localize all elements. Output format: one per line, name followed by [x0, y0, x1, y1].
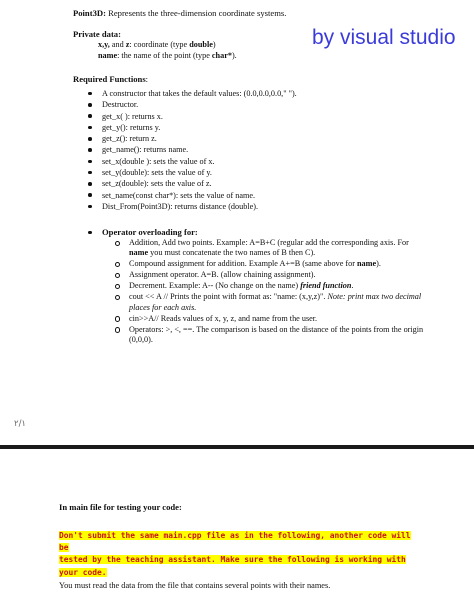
main-file-heading: In main file for testing your code: — [59, 502, 182, 512]
compound-text-end: ). — [376, 259, 381, 269]
cout-note: Note: print max two decimal places for each axis. — [129, 292, 422, 312]
list-item: A constructor that takes the default values: (0.0,0.0,0.0," "). — [86, 88, 297, 99]
operator-item-compound — [114, 259, 426, 269]
addition-name-bold: name — [129, 248, 149, 258]
operator-overloading-list — [114, 238, 426, 346]
field-coordinate-end: ) — [212, 40, 216, 49]
operator-overloading-heading: Operator overloading for: — [86, 227, 198, 237]
decrement-text: Decrement. Example: A-- (No change on the name) — [129, 281, 301, 291]
private-field-coordinates — [98, 40, 216, 49]
class-name: Point3D: — [73, 8, 106, 18]
decrement-text-end: . — [351, 281, 354, 291]
field-and-text: and — [109, 40, 126, 49]
page-number: ٢/١ — [14, 419, 26, 429]
main-file-footnote: You must read the data from the file that contains several points with their names. — [59, 581, 331, 590]
list-item: get_y(): returns y. — [86, 122, 297, 133]
field-name-type: char* — [211, 51, 232, 60]
cout-text: cout << A // Prints the point with format as: "name: (x,y,z)". — [129, 292, 328, 302]
decrement-friend-emph: friend function — [300, 281, 352, 291]
list-item: Destructor. — [86, 99, 297, 110]
operator-item-cin: cin>>A// Reads values of x, y, z, and name from the user. — [114, 314, 426, 324]
class-title-line — [73, 8, 286, 18]
warning-line-3: your code. — [59, 567, 107, 577]
operator-item-assignment: Assignment operator. A=B. (allow chaining assignment). — [114, 270, 426, 280]
watermark-text: by visual studio — [312, 26, 456, 49]
warning-notice — [59, 530, 422, 579]
compound-name-bold: name — [356, 259, 377, 269]
list-item: Dist_From(Point3D): returns distance (double). — [86, 201, 297, 212]
list-item: get_z(): return z. — [86, 133, 297, 144]
field-name-label: name — [98, 51, 118, 60]
list-item: set_y(double): sets the value of y. — [86, 167, 297, 178]
field-z-name: z — [125, 40, 130, 49]
addition-text: Addition, Add two points. Example: A=B+C (regular add the corresponding axis. For — [129, 238, 409, 247]
list-item: get_name(): returns name. — [86, 144, 297, 155]
addition-text-end: you must concatenate the two names of B then C). — [148, 248, 316, 258]
operator-item-addition — [114, 238, 426, 259]
list-item: set_name(const char*): sets the value of name. — [86, 190, 297, 201]
field-name-end: ). — [231, 51, 237, 60]
list-item: get_x( ): returns x. — [86, 111, 297, 122]
field-xy-names: x,y, — [98, 40, 110, 49]
field-coordinate-type: double — [189, 40, 213, 49]
warning-line-2: tested by the teaching assistant. Make sure the following is working with — [59, 555, 406, 565]
private-data-heading: Private data: — [73, 29, 121, 39]
required-functions-list — [86, 88, 297, 212]
list-item: set_z(double): sets the value of z. — [86, 178, 297, 189]
operator-item-decrement — [114, 281, 426, 291]
document-page-bottom — [0, 449, 474, 593]
field-name-desc: : the name of the point (type — [117, 51, 212, 60]
warning-line-1: Don't submit the same main.cpp file as in the following, another code will be — [59, 531, 411, 553]
field-coordinate-desc: : coordinate (type — [129, 40, 190, 49]
private-field-name — [98, 51, 237, 60]
required-functions-heading — [73, 74, 148, 84]
required-functions-colon: : — [145, 74, 149, 84]
compound-text: Compound assignment for addition. Example A+=B (same above for — [129, 259, 357, 269]
operator-item-cout — [114, 292, 426, 313]
required-functions-label: Required Functions — [73, 74, 146, 84]
class-description: Represents the three-dimension coordinate systems. — [105, 8, 287, 18]
list-item: set_x(double ): sets the value of x. — [86, 156, 297, 167]
operator-item-comparison: Operators: >, <, ==. The comparison is based on the distance of the points from the origin (0,0,0). — [114, 325, 426, 346]
